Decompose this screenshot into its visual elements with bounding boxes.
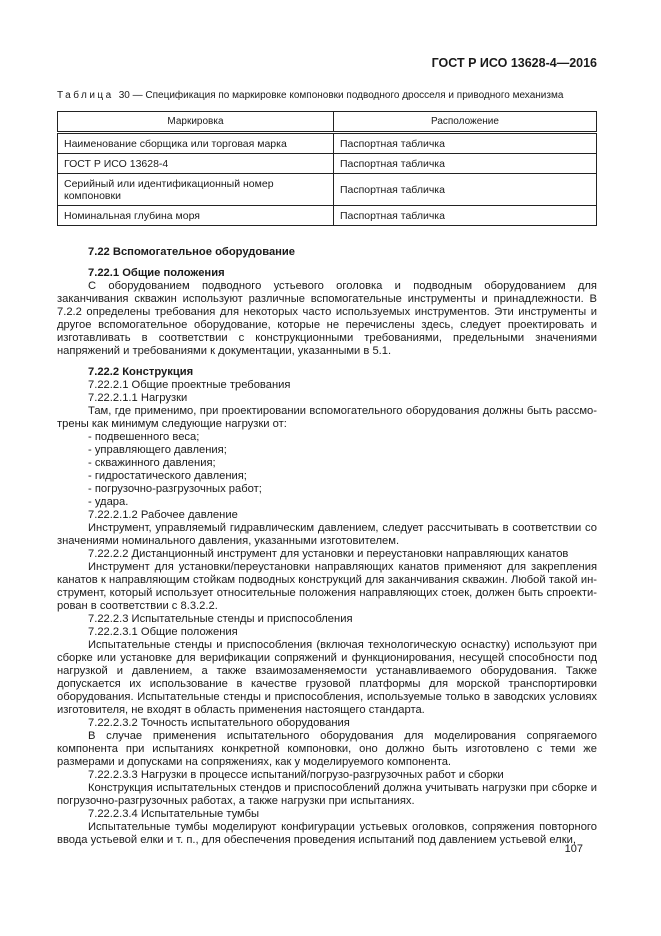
table-cell-marking: Номинальная глубина моря xyxy=(58,206,334,226)
table-cell-location: Паспортная табличка xyxy=(333,174,596,206)
list-item: - погрузочно-разгрузочных работ; xyxy=(88,483,262,495)
table-cell-location: Паспортная табличка xyxy=(333,206,596,226)
table-cell-marking: Наименование сборщика или торговая марка xyxy=(58,133,334,154)
table-row xyxy=(58,133,597,154)
paragraph: Там, где применимо, при проектировании вспомогательного оборудования должны быть рассмотрены как минимум следующие нагрузки от: xyxy=(57,405,597,430)
paragraph: Конструкция испытательных стендов и приспособлений должна учитывать нагрузки при сборке и погрузочно-разгрузочных работах, а также нагрузки при испытаниях. xyxy=(57,782,597,807)
table-caption xyxy=(57,90,597,102)
table-caption-label: Таблица xyxy=(57,90,114,101)
paragraph: Испытательные тумбы моделируют конфигурации устьевых оголовков, сопряжения повторного ввода устьевой елки и т. п., для обеспечения проведения испытаний под давлением устьевой елки, xyxy=(57,821,597,846)
table-cell-marking: ГОСТ Р ИСО 13628-4 xyxy=(58,154,334,174)
subsection-heading-7-22-2-2: 7.22.2.2 Дистанционный инструмент для установки и переустановки направляющих канатов xyxy=(88,548,569,560)
list-item: - управляющего давления; xyxy=(88,444,227,456)
section-heading-7-22: 7.22 Вспомогательное оборудование xyxy=(88,246,296,258)
column-header-marking: Маркировка xyxy=(58,112,334,133)
subsection-heading-7-22-2-3-1: 7.22.2.3.1 Общие положения xyxy=(88,626,238,638)
subsection-heading-7-22-2-3-4: 7.22.2.3.4 Испытательные тумбы xyxy=(88,808,260,820)
subsection-heading-7-22-2-3: 7.22.2.3 Испытательные стенды и приспособления xyxy=(88,613,353,625)
table-row xyxy=(58,174,597,206)
list-item: - скважинного давления; xyxy=(88,457,216,469)
list-item: - гидростатического давления; xyxy=(88,470,247,482)
subsection-heading-7-22-2-3-2: 7.22.2.3.2 Точность испытательного оборудования xyxy=(88,717,350,729)
subsection-heading-7-22-2-1-1: 7.22.2.1.1 Нагрузки xyxy=(88,392,188,404)
table-cell-location: Паспортная табличка xyxy=(333,133,596,154)
subsection-heading-7-22-2-1-2: 7.22.2.1.2 Рабочее давление xyxy=(88,509,238,521)
list-item: - подвешенного веса; xyxy=(88,431,200,443)
document-body xyxy=(57,246,597,847)
table-row xyxy=(58,154,597,174)
standard-code-header: ГОСТ Р ИСО 13628-4—2016 xyxy=(431,56,597,70)
paragraph: Испытательные стенды и приспособления (включая технологическую оснастку) используют при сборке или установке для верификации сопряжений и функционирования, несущей способности под нагрузкой и давлением, а также взаимозаменяемости устанавливаемого оборудования. Также допускается их использование в качестве грузовой платформы для морской транспортировки оборудования. Испытательные стенды и приспособления, используемые только в заводских условиях изготовителя, не входят в область применения настоящего стандарта. xyxy=(57,639,597,716)
table-cell-marking: Серийный или идентификационный номер компоновки xyxy=(58,174,334,206)
section-heading-7-22-1: 7.22.1 Общие положения xyxy=(88,267,225,279)
table-caption-text: 30 — Спецификация по маркировке компоновки подводного дросселя и приводного механизма xyxy=(118,90,564,101)
paragraph: Инструмент, управляемый гидравлическим давлением, следует рассчитывать в соответствии со значениями номинального давления, указанными изготовителем. xyxy=(57,522,597,547)
table-cell-location: Паспортная табличка xyxy=(333,154,596,174)
column-header-location: Расположение xyxy=(333,112,596,133)
subsection-heading-7-22-2-3-3: 7.22.2.3.3 Нагрузки в процессе испытаний/погрузо-разгрузочных работ и сборки xyxy=(88,769,504,781)
page-number: 107 xyxy=(564,843,583,855)
section-heading-7-22-2: 7.22.2 Конструкция xyxy=(88,366,194,378)
table-row xyxy=(58,206,597,226)
list-item: - удара. xyxy=(88,496,129,508)
subsection-heading-7-22-2-1: 7.22.2.1 Общие проектные требования xyxy=(88,379,291,391)
table-header-row xyxy=(58,112,597,133)
marking-specification-table xyxy=(57,111,597,226)
paragraph: Инструмент для установки/переустановки направляющих канатов применяют для закрепления канатов к направляющим стойкам подводных конструкций для заканчивания скважин. Любой такой инструмент, который использует относительные положения направляющих стоек, должен быть спроектирован в соответствии с 8.3.2.2. xyxy=(57,561,597,612)
paragraph: В случае применения испытательного оборудования для моделирования сопрягаемого компонента при испытаниях конкретной компоновки, оно должно быть изготовлено с теми же размерами и допусками на сопряжениях, как у моделируемого компонента. xyxy=(57,730,597,768)
paragraph: С оборудованием подводного устьевого оголовка и подводным оборудованием для заканчивания скважин используют различные вспомогательные инструменты и принадлежности. В 7.2.2 определены требования для некоторых часто используемых инструментов. Эти инструменты и другое вспомогательное оборудование, которые не перечислены здесь, следует проектировать и изготавливать в соответствии с конструкционными требованиями, предельными значениями напряжений и требованиями к документации, указанными в 5.1. xyxy=(57,280,597,357)
